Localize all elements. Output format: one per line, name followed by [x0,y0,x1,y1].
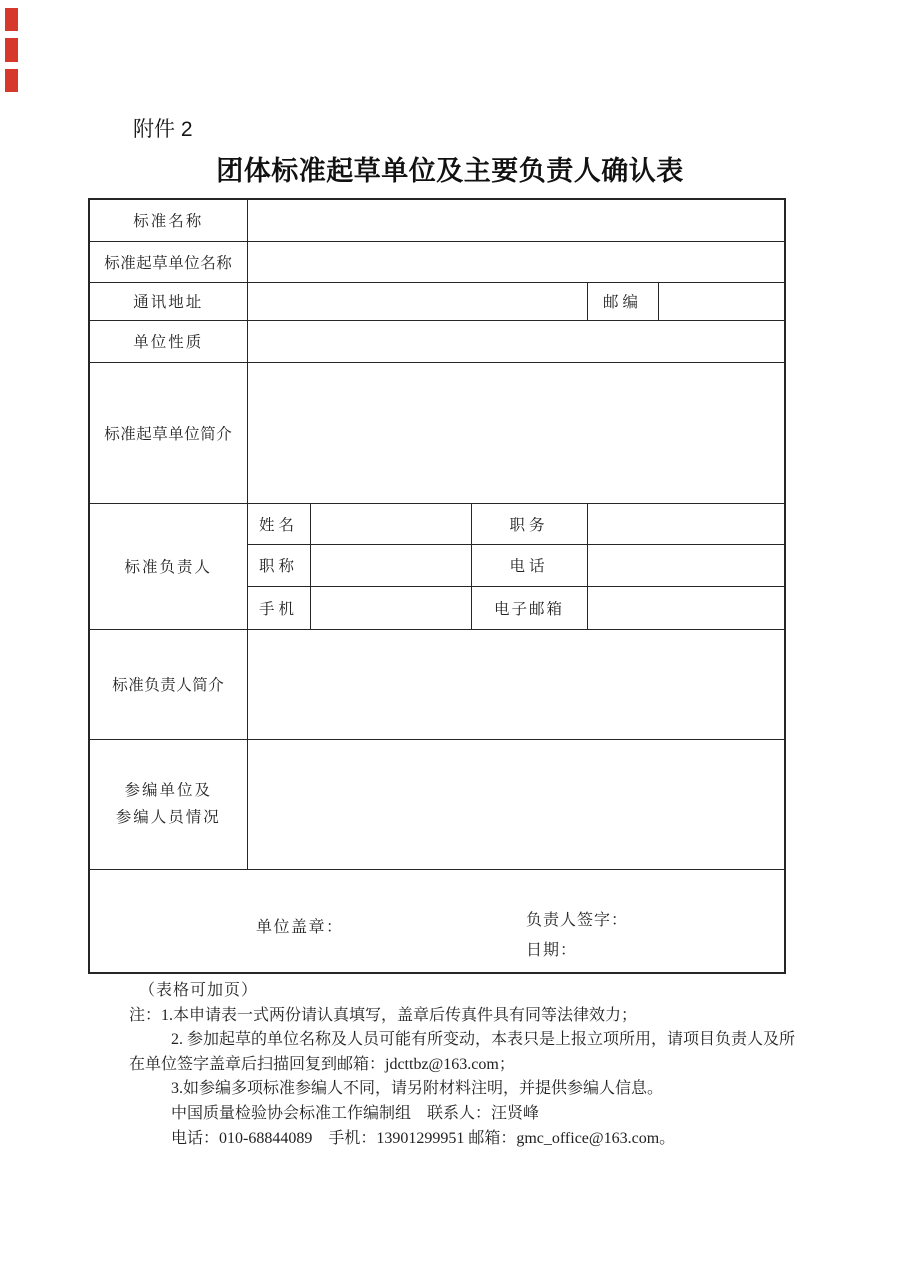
address-label: 通讯地址 [89,282,247,320]
table-row [89,629,785,739]
table-row [89,869,785,973]
page-title: 团体标准起草单位及主要负责人确认表 [216,156,684,186]
professional-title-label: 职称 [247,544,310,586]
address-value-cell [247,282,587,320]
signature-block [526,906,628,966]
table-row [89,739,785,869]
note-line: 2. 参加起草的单位名称及人员可能有所变动，本表只是上报立项所用，请项目负责人及所 [171,1031,796,1049]
note-line-contact-info: 电话：010-68844089 手机：13901299951 邮箱：gmc_office@163.com。 [171,1129,676,1147]
email-label: 电子邮箱 [471,586,587,629]
note-line: 注：1.本申请表一式两份请认真填写，盖章后传真件具有同等法律效力； [129,1006,638,1024]
position-value-cell [587,503,785,544]
standard-name-value-cell [247,199,785,241]
table-row [89,199,785,241]
leader-profile-value-cell [247,629,785,739]
table-row [89,320,785,362]
name-value-cell [310,503,471,544]
mobile-value-cell [310,586,471,629]
standard-name-label: 标准名称 [89,199,247,241]
leader-signature-label: 负责人签字： [526,911,629,929]
unit-seal-label: 单位盖章： [256,918,344,936]
red-edge-mark [5,8,18,31]
signature-row-cell [89,869,785,973]
note-line: 在单位签字盖章后扫描回复到邮箱：jdcttbz@163.com； [129,1055,515,1073]
standard-leader-label: 标准负责人 [89,503,247,629]
postcode-label: 邮编 [587,282,658,320]
postcode-value-cell [658,282,785,320]
participants-value-cell [247,739,785,869]
date-label: 日期： [526,941,578,959]
telephone-label: 电话 [471,544,587,586]
drafting-unit-name-label: 标准起草单位名称 [89,241,247,282]
red-edge-mark [5,69,18,92]
note-line-contact-org: 中国质量检验协会标准工作编制组 联系人：汪贤峰 [171,1104,540,1122]
unit-nature-label: 单位性质 [89,320,247,362]
professional-title-value-cell [310,544,471,586]
table-row [89,503,785,544]
email-value-cell [587,586,785,629]
unit-profile-label: 标准起草单位简介 [89,362,247,503]
table-row [89,282,785,320]
footnotes [0,979,900,1151]
position-label: 职务 [471,503,587,544]
participants-label [89,739,247,869]
drafting-unit-name-value-cell [247,241,785,282]
mobile-label: 手机 [247,586,310,629]
attachment-label: 附件 2 [133,118,193,141]
table-row [89,241,785,282]
table-row [89,362,785,503]
unit-profile-value-cell [247,362,785,503]
unit-nature-value-cell [247,320,785,362]
participants-label-line2: 参编人员情况 [115,809,221,826]
red-edge-mark [5,38,18,62]
participants-label-line1: 参编单位及 [124,782,212,799]
name-label: 姓名 [247,503,310,544]
note-line-addable: （表格可加页） [139,982,259,999]
telephone-value-cell [587,544,785,586]
confirmation-form-table [88,198,786,974]
leader-profile-label: 标准负责人简介 [89,629,247,739]
note-line: 3.如参编多项标准参编人不同，请另附材料注明，并提供参编人信息。 [171,1080,664,1098]
